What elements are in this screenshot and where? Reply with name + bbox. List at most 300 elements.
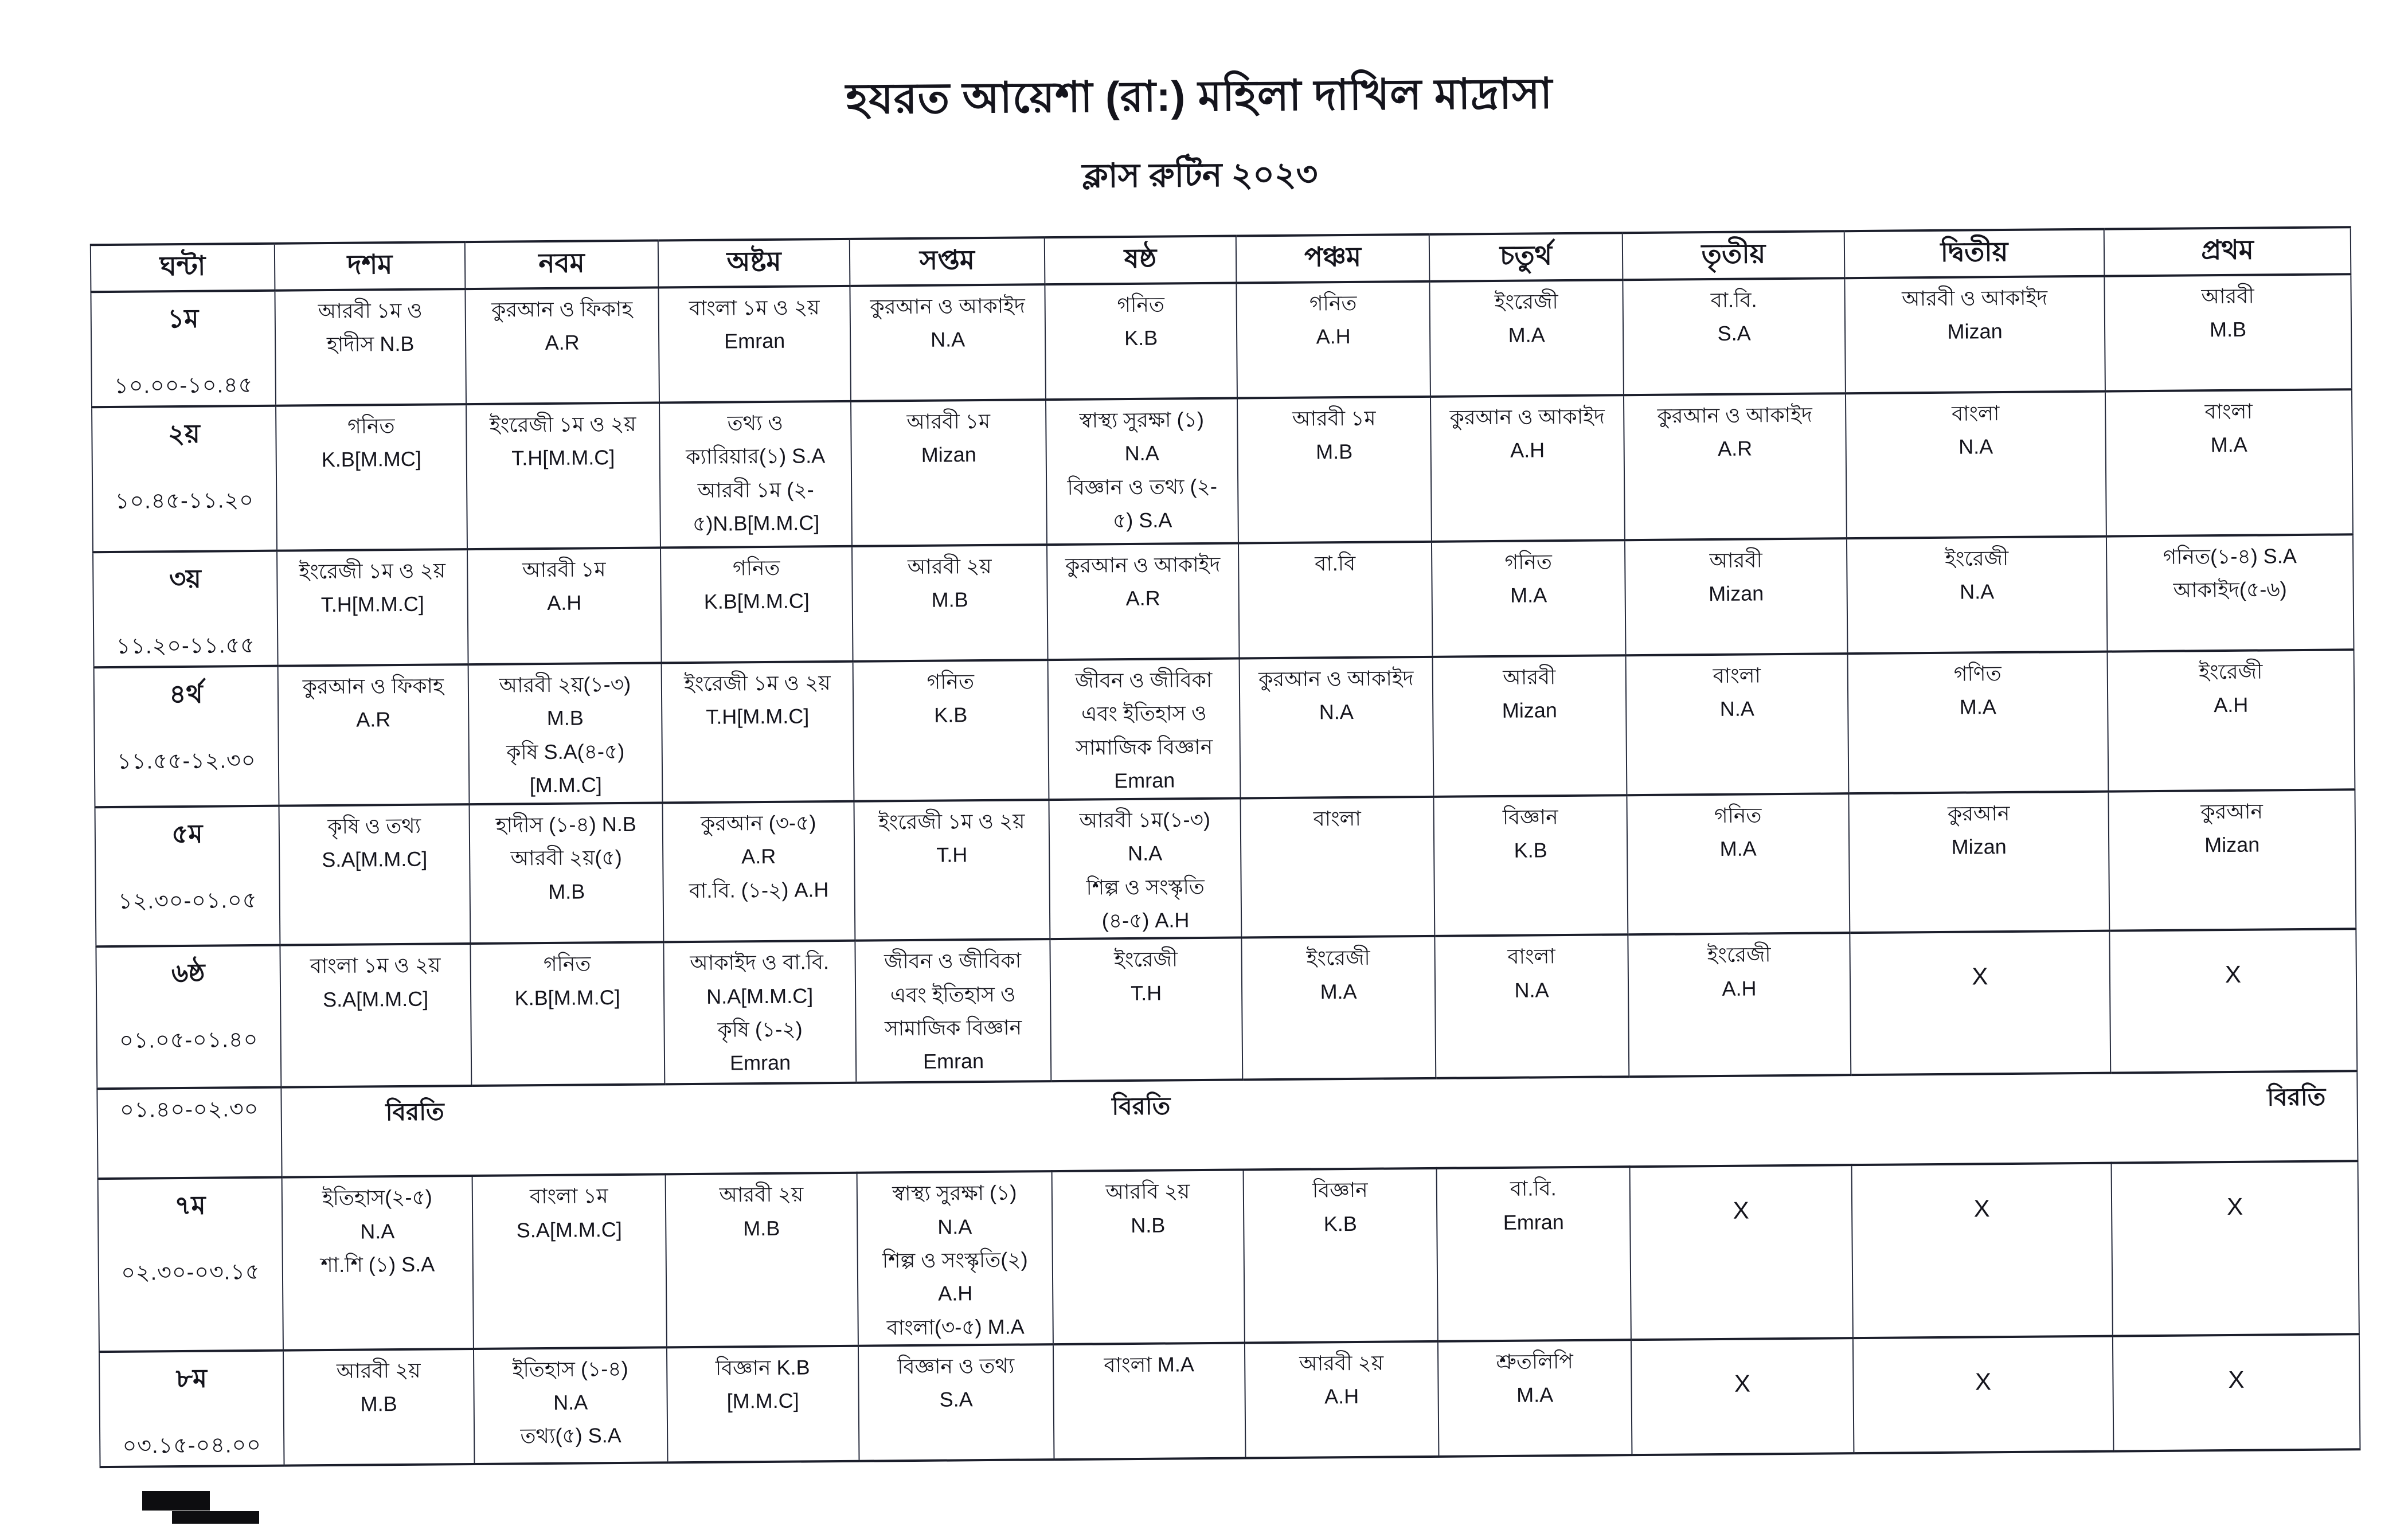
period-time: ১০.৪৫-১১.২০	[115, 488, 255, 514]
subject-line: A.H	[1510, 438, 1545, 463]
subject-cell	[1433, 655, 1627, 797]
subject-line: A.R	[356, 707, 391, 731]
subject-line: আরবী ১ম	[906, 409, 991, 434]
subject-line: ৫) S.A	[1112, 508, 1172, 533]
subject-line: A.H	[938, 1281, 973, 1305]
column-header-3: অষ্টম	[658, 239, 850, 288]
subject-line: X	[2228, 1365, 2245, 1393]
subject-line: ইংরেজী	[1494, 289, 1558, 314]
subject-line: কুরআন ও আকাইদ	[1065, 552, 1221, 577]
subject-line: গনিত	[1117, 292, 1165, 317]
subject-line: আরবী ১ম(১-৩)	[1079, 807, 1211, 832]
subject-line: X	[1975, 1368, 1992, 1395]
empty-slot-cell	[1852, 1163, 2113, 1338]
subject-cell	[277, 549, 468, 666]
subject-line: স্বাস্থ্য সুরক্ষা (১)	[1079, 407, 1205, 432]
subject-line: A.H	[1324, 1384, 1359, 1408]
subject-cell	[1848, 652, 2109, 794]
subject-cell	[1240, 797, 1434, 938]
subject-line: T.H[M.M.C]	[320, 592, 424, 617]
subject-line: আরবী ও আকাইদ	[1902, 285, 2048, 311]
period-label: ১ম	[167, 303, 199, 334]
subject-line: বিজ্ঞান	[1312, 1178, 1368, 1202]
subject-cell	[858, 1344, 1054, 1461]
subject-line: জীবন ও জীবিকা	[884, 948, 1022, 973]
column-header-4: সপ্তম	[850, 237, 1045, 286]
subject-cell	[1052, 1170, 1245, 1344]
subject-cell	[663, 941, 856, 1085]
subject-cell	[1624, 393, 1847, 540]
subject-cell	[855, 939, 1051, 1083]
subject-line: A.H	[1316, 324, 1351, 349]
column-header-6: পঞ্চম	[1236, 234, 1430, 283]
subject-line: M.A	[1959, 695, 1996, 719]
subject-cell	[1049, 799, 1241, 940]
subject-cell	[850, 284, 1046, 401]
period-label: ৪র্থ	[169, 679, 203, 709]
subject-line: আরবী	[1709, 548, 1762, 573]
subject-line: হাদীস N.B	[326, 332, 415, 357]
subject-line: ইতিহাস(২-৫)	[322, 1185, 432, 1210]
subject-line: ইংরেজী	[2199, 659, 2263, 684]
subject-line: M.A	[1516, 1383, 1554, 1407]
subject-cell	[1437, 1167, 1631, 1341]
period-row	[92, 389, 2353, 552]
subject-line: কুরআন ও আকাইদ	[1657, 402, 1813, 428]
subject-line: বাংলা	[1313, 806, 1362, 831]
scan-artifact	[142, 1491, 210, 1511]
subject-line: K.B	[1514, 838, 1547, 863]
subject-line: কুরআন ও ফিকাহ	[491, 296, 633, 322]
subject-cell	[1847, 537, 2108, 654]
subject-line: M.B	[548, 879, 585, 903]
subject-cell	[1240, 657, 1434, 799]
column-header-8: তৃতীয়	[1623, 231, 1845, 280]
subject-line: ইংরেজী	[1707, 942, 1771, 967]
subject-line: বাংলা ১ম ও ২য়	[689, 295, 820, 320]
subject-line: এবং ইতিহাস ও	[1081, 701, 1207, 726]
period-time: ০২.৩০-০৩.১৫	[121, 1260, 260, 1286]
subject-line: A.R	[741, 844, 776, 868]
subject-line: S.A[M.M.C]	[322, 847, 428, 872]
subject-cell	[2105, 389, 2353, 536]
subject-cell	[467, 547, 662, 664]
subject-line: K.B	[934, 703, 968, 727]
column-header-7: চতুর্থ	[1429, 233, 1623, 281]
subject-line: সামাজিক বিজ্ঞান	[1076, 734, 1213, 760]
empty-slot-cell	[1853, 1336, 2114, 1453]
subject-line: বিজ্ঞান ও তথ্য	[897, 1353, 1015, 1379]
subject-line: N.A	[1959, 580, 1995, 604]
subject-cell	[667, 1346, 859, 1463]
subject-line: K.B[M.M.C]	[703, 589, 810, 614]
subject-cell	[2104, 274, 2352, 391]
subject-line: শিল্প ও সংস্কৃতি(২)	[882, 1247, 1028, 1273]
column-header-5: ষষ্ঠ	[1045, 236, 1237, 285]
column-header-10: প্রথম	[2104, 227, 2351, 276]
subject-line: গনিত	[1714, 803, 1762, 828]
subject-cell	[1047, 543, 1240, 660]
subject-line: বা.বি. (১-২) A.H	[689, 877, 829, 902]
subject-line: N.B	[1131, 1213, 1166, 1237]
break-row	[97, 1071, 2358, 1179]
subject-line: ইংরেজী ১ম ও ২য়	[489, 412, 636, 437]
scanned-routine-sheet	[0, 55, 2408, 1469]
period-time-cell	[96, 945, 281, 1089]
subject-line: M.A	[1508, 323, 1545, 347]
subject-line: Mizan	[921, 443, 976, 467]
subject-cell	[472, 1175, 667, 1349]
subject-line: Emran	[724, 329, 785, 353]
empty-slot-cell	[1850, 931, 2110, 1075]
subject-cell	[1438, 1340, 1632, 1457]
period-time-cell	[95, 806, 280, 947]
break-label: বিরতি	[385, 1098, 444, 1126]
subject-line: N.A	[1128, 841, 1163, 866]
period-time-cell	[91, 291, 276, 408]
subject-line: X	[1734, 1370, 1751, 1397]
period-label: ৩য়	[169, 564, 201, 594]
subject-line: তথ্য(৫) S.A	[520, 1423, 621, 1448]
subject-cell	[1045, 283, 1237, 400]
subject-line: বিজ্ঞান K.B	[715, 1355, 810, 1380]
empty-slot-cell	[1631, 1338, 1854, 1455]
subject-line: T.H[M.M.C]	[706, 704, 810, 729]
period-label: ৬ষ্ঠ	[171, 958, 205, 988]
subject-cell	[1238, 542, 1433, 659]
subject-cell	[470, 942, 664, 1086]
subject-line: ক্যারিয়ার(১) S.A	[686, 444, 826, 469]
subject-line: বা.বি	[1315, 551, 1356, 576]
subject-line: শ্রুতলিপি	[1496, 1349, 1573, 1374]
class-routine-table	[90, 226, 2361, 1468]
break-label: বিরতি	[1112, 1092, 1171, 1120]
subject-line: Emran	[1114, 768, 1175, 793]
subject-cell	[283, 1349, 475, 1466]
subject-line: Mizan	[1951, 835, 2007, 859]
period-time: ১১.৫৫-১২.৩০	[117, 748, 256, 774]
subject-line: গনিত(১-৪) S.A	[2163, 544, 2297, 569]
subject-line: M.A	[1719, 836, 1757, 861]
subject-line: M.B	[2209, 318, 2247, 342]
subject-cell	[857, 1171, 1053, 1345]
subject-line: কুরআন	[1947, 801, 2010, 825]
empty-slot-cell	[2109, 929, 2357, 1073]
period-time: ১০.০০-১০.৪৫	[114, 373, 253, 398]
subject-line: ইংরেজী ১ম ও ২য়	[683, 671, 831, 696]
subject-line: Emran	[729, 1050, 791, 1075]
subject-line: N.A	[360, 1219, 395, 1243]
subject-line: S.A	[939, 1387, 973, 1411]
subject-cell	[662, 662, 854, 803]
subject-line: N.A	[553, 1390, 588, 1415]
period-label: ৮ম	[175, 1363, 208, 1393]
subject-line: গনিত	[927, 670, 975, 694]
subject-line: বিজ্ঞান	[1502, 805, 1558, 829]
subject-cell	[1241, 936, 1436, 1080]
empty-slot-cell	[2112, 1161, 2359, 1336]
subject-cell	[1628, 933, 1851, 1077]
subject-line: N.A[M.M.C]	[706, 983, 814, 1008]
subject-line: ইংরেজী	[1306, 945, 1370, 970]
subject-line: M.B	[546, 706, 584, 730]
subject-line: M.B	[931, 588, 968, 612]
subject-line: T.H	[1130, 981, 1162, 1005]
subject-cell	[275, 289, 466, 406]
subject-line: বাংলা(৩-৫) M.A	[886, 1314, 1025, 1339]
subject-line: আরবী ২য়	[1299, 1351, 1384, 1375]
subject-line: N.A	[1319, 700, 1354, 724]
subject-cell	[658, 286, 851, 403]
subject-line: বাংলা	[1507, 944, 1555, 969]
period-time: ১১.২০-১১.৫৫	[116, 633, 256, 659]
subject-line: এবং ইতিহাস ও	[890, 982, 1016, 1007]
subject-line: N.A	[1514, 977, 1549, 1002]
column-header-0: ঘন্টা	[91, 244, 275, 292]
subject-line: N.A	[1719, 697, 1754, 721]
subject-line: S.A[M.M.C]	[516, 1217, 622, 1242]
subject-line: M.B	[360, 1392, 397, 1416]
subject-line: Mizan	[2204, 832, 2260, 857]
subject-line: K.B	[1323, 1211, 1357, 1235]
subject-line: বাংলা	[2204, 399, 2253, 424]
subject-line: K.B[M.MC]	[321, 447, 421, 472]
period-time-cell	[99, 1350, 284, 1467]
subject-line: হাদীস (১-৪) N.B	[495, 812, 636, 837]
subject-cell	[1245, 1341, 1439, 1458]
period-time: ০৩.১৫-০৪.০০	[122, 1433, 262, 1458]
subject-cell	[851, 400, 1047, 546]
period-time-cell	[93, 551, 278, 668]
subject-line: ইংরেজী	[1945, 546, 2009, 570]
subject-line: স্বাস্থ্য সুরক্ষা (১)	[892, 1180, 1017, 1206]
subject-line: বাংলা	[1713, 663, 1761, 688]
subject-line: আরবী ২য়	[336, 1358, 421, 1383]
subject-cell	[278, 664, 470, 806]
empty-slot-cell	[1630, 1165, 1853, 1340]
subject-line: Emran	[922, 1049, 984, 1074]
subject-line: আকাইদ(৫-৬)	[2173, 577, 2287, 602]
subject-line: গণিত	[1953, 662, 2002, 686]
subject-line: আরবি ২য়	[1105, 1179, 1190, 1204]
subject-cell	[1623, 278, 1846, 395]
subject-line: N.A	[1959, 435, 1993, 459]
period-time-cell	[97, 1087, 282, 1179]
subject-line: কুরআন ও আকাইদ	[870, 294, 1025, 319]
subject-cell	[474, 1347, 668, 1464]
subject-line: আরবী ১ম (২-	[697, 477, 814, 502]
subject-cell	[465, 287, 659, 404]
subject-cell	[282, 1176, 474, 1350]
subject-cell	[1848, 792, 2109, 933]
subject-line: কুরআন ও আকাইদ	[1258, 666, 1414, 691]
subject-line: A.H	[2214, 693, 2249, 717]
subject-cell	[660, 546, 853, 663]
subject-line: আকাইদ ও বা.বি.	[690, 950, 830, 975]
subject-cell	[2106, 534, 2354, 651]
subject-line: আরবী ১ম	[1292, 406, 1376, 431]
subject-line: আরবী ২য়	[719, 1182, 804, 1207]
subject-line: Mizan	[1947, 319, 2003, 344]
subject-line: [M.M.C]	[726, 1388, 799, 1413]
subject-line: আরবী	[1503, 665, 1556, 689]
subject-cell	[2107, 649, 2355, 791]
column-header-2: নবম	[465, 240, 659, 289]
subject-line: X	[1973, 1195, 1990, 1222]
column-header-9: দ্বিতীয়	[1844, 229, 2105, 279]
subject-line: কুরআন ও আকাইদ	[1449, 404, 1605, 429]
subject-line: T.H[M.M.C]	[511, 445, 615, 470]
subject-cell	[1237, 397, 1432, 543]
subject-cell	[466, 402, 660, 549]
period-row	[94, 649, 2355, 807]
subject-line: K.B	[1124, 326, 1158, 350]
subject-line: X	[1733, 1196, 1749, 1224]
subject-cell	[1625, 538, 1848, 655]
subject-line: বাংলা ১ম ও ২য়	[310, 953, 441, 978]
subject-cell	[1048, 659, 1241, 800]
subject-line: A.R	[1718, 436, 1753, 461]
subject-line: M.B	[743, 1216, 780, 1240]
subject-cell	[1430, 395, 1625, 542]
subject-line: Mizan	[1709, 581, 1764, 606]
subject-cell	[1432, 540, 1626, 657]
subject-line: কুরআন	[2200, 799, 2264, 824]
period-row	[98, 1161, 2359, 1352]
page-subtitle: ক্লাস রুটিন ২০২৩	[1082, 155, 1318, 195]
period-row	[95, 789, 2356, 946]
subject-line: বা.বি.	[1510, 1176, 1557, 1201]
empty-slot-cell	[2113, 1334, 2360, 1451]
period-time: ০১.৪০-০২.৩০	[119, 1097, 259, 1123]
subject-cell	[662, 801, 855, 942]
period-time: ০১.০৫-০১.৪০	[119, 1028, 259, 1054]
subject-line: A.R	[545, 330, 580, 355]
subject-line: বিজ্ঞান ও তথ্য (২-	[1067, 474, 1218, 499]
subject-line: ইংরেজী ১ম ও ২য়	[299, 558, 446, 584]
subject-cell	[2108, 789, 2356, 931]
subject-line: A.R	[1125, 586, 1160, 611]
subject-cell	[1050, 938, 1242, 1082]
subject-line: কৃষি ও তথ্য	[327, 813, 421, 839]
subject-line: কুরআন ও ফিকাহ	[302, 674, 444, 699]
subject-line: S.A	[1717, 321, 1751, 346]
break-cell	[281, 1071, 2358, 1177]
subject-cell	[279, 804, 471, 945]
subject-line: বা.বি.	[1710, 288, 1757, 312]
subject-line: ৫)N.B[M.M.C]	[692, 511, 820, 535]
subject-line: M.B	[1316, 440, 1353, 464]
subject-cell	[659, 401, 852, 548]
subject-line: M.A	[1320, 979, 1357, 1003]
subject-line: আরবী ২য়(১-৩)	[499, 672, 631, 697]
subject-line: M.A	[1510, 583, 1547, 608]
subject-line: আরবী	[2201, 284, 2254, 308]
subject-line: M.A	[2210, 433, 2247, 457]
subject-line: Emran	[1503, 1210, 1564, 1234]
subject-line: আরবী ২য়(৫)	[510, 846, 622, 870]
subject-line: Mizan	[1502, 698, 1557, 723]
period-time-cell	[92, 406, 277, 553]
subject-line: গনিত	[543, 952, 591, 976]
period-label: ৭ম	[174, 1190, 206, 1220]
subject-cell	[276, 404, 467, 551]
subject-line: (৪-৫) A.H	[1101, 908, 1190, 933]
scan-artifact	[172, 1511, 259, 1524]
break-label: বিরতি	[2267, 1083, 2326, 1111]
page-title: হযরত আয়েশা (রা:) মহিলা দাখিল মাদ্রাসা	[846, 69, 1553, 123]
period-time-cell	[94, 666, 279, 808]
subject-line: তথ্য ও	[727, 410, 784, 435]
subject-line: X	[2226, 1193, 2243, 1220]
subject-line: বাংলা ১ম	[529, 1184, 608, 1208]
subject-line: গনিত	[347, 414, 395, 438]
subject-line: N.A	[937, 1214, 972, 1239]
period-label: ২য়	[167, 418, 200, 449]
subject-line: [M.M.C]	[529, 773, 602, 797]
subject-cell	[666, 1173, 858, 1347]
subject-line: T.H	[936, 843, 968, 867]
subject-cell	[1627, 793, 1850, 934]
subject-line: A.H	[547, 590, 582, 615]
subject-cell	[280, 944, 471, 1087]
subject-line: শিল্প ও সংস্কৃতি	[1086, 874, 1205, 899]
subject-cell	[1046, 398, 1238, 545]
period-time: ১২.৩০-০১.০৫	[118, 888, 257, 914]
subject-line: ইতিহাস (১-৪)	[512, 1356, 628, 1382]
subject-cell	[1053, 1343, 1246, 1460]
subject-line: ইংরেজী ১ম ও ২য়	[878, 809, 1025, 834]
subject-line: গনিত	[1504, 550, 1553, 574]
subject-cell	[1626, 654, 1849, 795]
subject-cell	[853, 660, 1049, 801]
subject-line: কৃষি S.A(৪-৫)	[506, 739, 625, 764]
subject-line: সামাজিক বিজ্ঞান	[884, 1015, 1022, 1040]
subject-cell	[469, 803, 663, 944]
period-row	[91, 274, 2351, 407]
subject-line: বাংলা M.A	[1104, 1352, 1194, 1377]
subject-line: A.H	[1722, 976, 1757, 1000]
subject-cell	[1429, 280, 1624, 397]
subject-line: X	[2225, 961, 2242, 988]
subject-line: গনিত	[732, 555, 780, 580]
subject-line: X	[1972, 962, 1988, 990]
subject-line: K.B[M.M.C]	[514, 985, 620, 1010]
subject-cell	[1846, 392, 2106, 539]
subject-line: N.A	[1124, 441, 1159, 465]
subject-cell	[1236, 281, 1430, 398]
subject-cell	[1433, 795, 1628, 936]
period-row	[99, 1334, 2360, 1467]
subject-line: শা.শি (১) S.A	[320, 1252, 435, 1277]
subject-line: S.A[M.M.C]	[322, 987, 429, 1011]
subject-line: জীবন ও জীবিকা	[1075, 667, 1213, 692]
subject-cell	[854, 800, 1050, 941]
subject-cell	[1844, 276, 2105, 394]
period-row	[96, 929, 2357, 1089]
column-header-1: দশম	[275, 242, 466, 291]
subject-cell	[468, 663, 663, 804]
subject-line: গনিত	[1309, 291, 1357, 315]
subject-line: N.A	[930, 327, 965, 352]
subject-line: বাংলা	[1951, 401, 2000, 425]
subject-line: কৃষি (১-২)	[717, 1017, 803, 1042]
subject-line: আরবী ১ম	[522, 557, 606, 582]
subject-cell	[1244, 1168, 1438, 1343]
subject-cell	[852, 545, 1048, 662]
subject-line: আরবী ২য়	[907, 554, 992, 579]
subject-line: আরবী ১ম ও	[318, 298, 423, 323]
